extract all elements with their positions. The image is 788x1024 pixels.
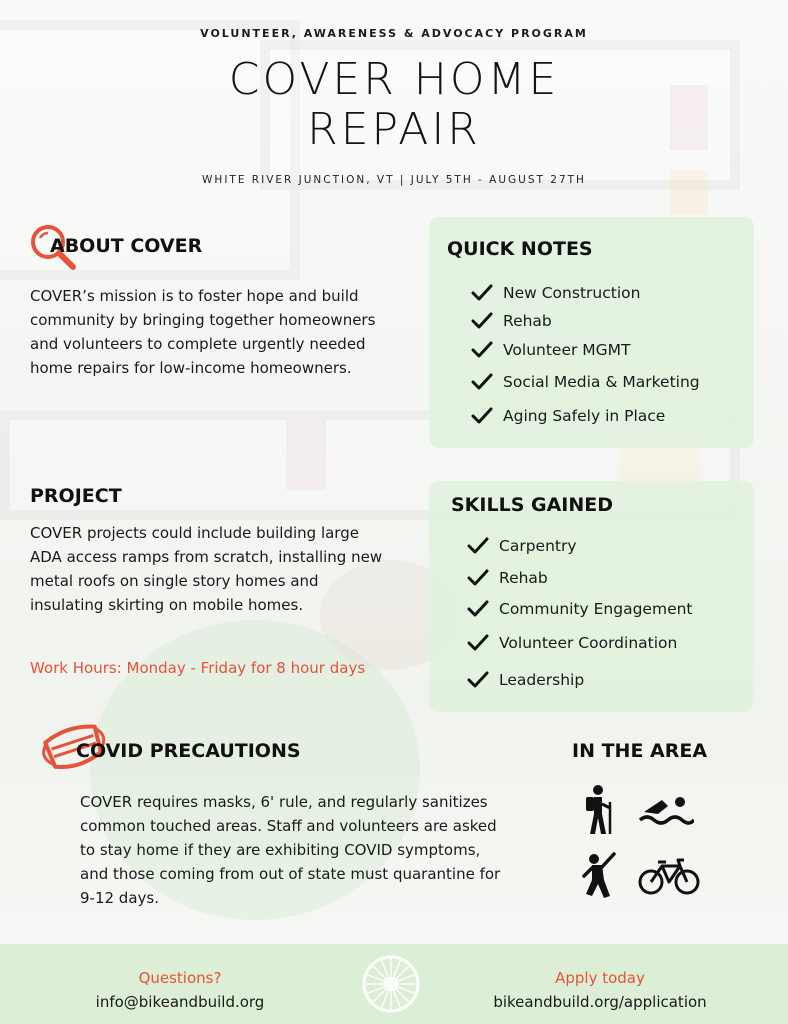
- checkmark-icon: [467, 536, 489, 556]
- checkmark-icon: [467, 670, 489, 690]
- questions-label: Questions?: [138, 969, 222, 987]
- skills-heading: SKILLS GAINED: [451, 494, 614, 516]
- quick-note-item: [471, 372, 700, 392]
- questions-email-link[interactable]: info@bikeandbuild.org: [95, 993, 265, 1011]
- checkmark-icon: [471, 283, 493, 303]
- quick-note-item: [471, 340, 631, 360]
- quick-note-label: Rehab: [503, 312, 552, 330]
- title-line-2: REPAIR: [307, 104, 481, 155]
- covid-body: COVER requires masks, 6' rule, and regularly sanitizes common touched areas. Staff and volunteers are asked to stay home if they are exhibiting COVID symptoms, and those coming from out of state must quarantine for 9-12 days.: [80, 793, 501, 907]
- quick-note-label: Aging Safely in Place: [503, 407, 666, 425]
- checkmark-icon: [467, 599, 489, 619]
- location-dates: WHITE RIVER JUNCTION, VT | JULY 5TH - AUGUST 27TH: [202, 174, 586, 186]
- checkmark-icon: [467, 633, 489, 653]
- bike-wheel-logo-icon: [361, 954, 421, 1014]
- quick-notes-heading: QUICK NOTES: [447, 238, 593, 260]
- skill-label: Carpentry: [499, 537, 577, 555]
- checkmark-icon: [471, 406, 493, 426]
- climbing-icon: [580, 850, 620, 900]
- bicycle-icon: [638, 856, 700, 896]
- quick-note-label: New Construction: [503, 284, 641, 302]
- skill-item: [467, 568, 548, 588]
- skill-item: [467, 670, 584, 690]
- quick-note-item: [471, 406, 665, 426]
- about-heading: ABOUT COVER: [50, 235, 203, 257]
- area-heading: IN THE AREA: [572, 740, 708, 762]
- checkmark-icon: [471, 372, 493, 392]
- about-body: COVER’s mission is to foster hope and build community by bringing together homeowners and volunteers to complete urgently needed home repairs for low-income homeowners.: [30, 287, 376, 377]
- quick-notes-card: [429, 217, 754, 448]
- program-kicker: VOLUNTEER, AWARENESS & ADVOCACY PROGRAM: [200, 27, 588, 40]
- apply-block: [470, 969, 730, 1011]
- skill-label: Community Engagement: [499, 600, 693, 618]
- quick-note-item: [471, 283, 640, 303]
- skill-label: Rehab: [499, 569, 548, 587]
- covid-heading: COVID PRECAUTIONS: [76, 740, 301, 762]
- questions-block: [70, 969, 290, 1011]
- skills-card: [429, 481, 754, 712]
- apply-link[interactable]: bikeandbuild.org/application: [493, 993, 707, 1011]
- checkmark-icon: [471, 340, 493, 360]
- apply-label: Apply today: [555, 969, 645, 987]
- skill-label: Volunteer Coordination: [499, 634, 678, 652]
- title-line-1: COVER HOME: [228, 54, 560, 105]
- work-hours: Work Hours: Monday - Friday for 8 hour days: [30, 659, 366, 677]
- skill-item: [467, 599, 693, 619]
- hiking-icon: [578, 784, 618, 836]
- project-body: COVER projects could include building large ADA access ramps from scratch, installing new metal roofs on single story homes and insulating skirting on mobile homes.: [30, 524, 383, 614]
- quick-note-label: Volunteer MGMT: [503, 341, 631, 359]
- project-heading: PROJECT: [30, 485, 122, 507]
- quick-note-item: [471, 311, 552, 331]
- swimming-icon: [638, 790, 694, 830]
- skill-label: Leadership: [499, 671, 585, 689]
- skill-item: [467, 536, 577, 556]
- checkmark-icon: [467, 568, 489, 588]
- quick-note-label: Social Media & Marketing: [503, 373, 700, 391]
- page-title: [0, 55, 788, 155]
- checkmark-icon: [471, 311, 493, 331]
- skill-item: [467, 633, 677, 653]
